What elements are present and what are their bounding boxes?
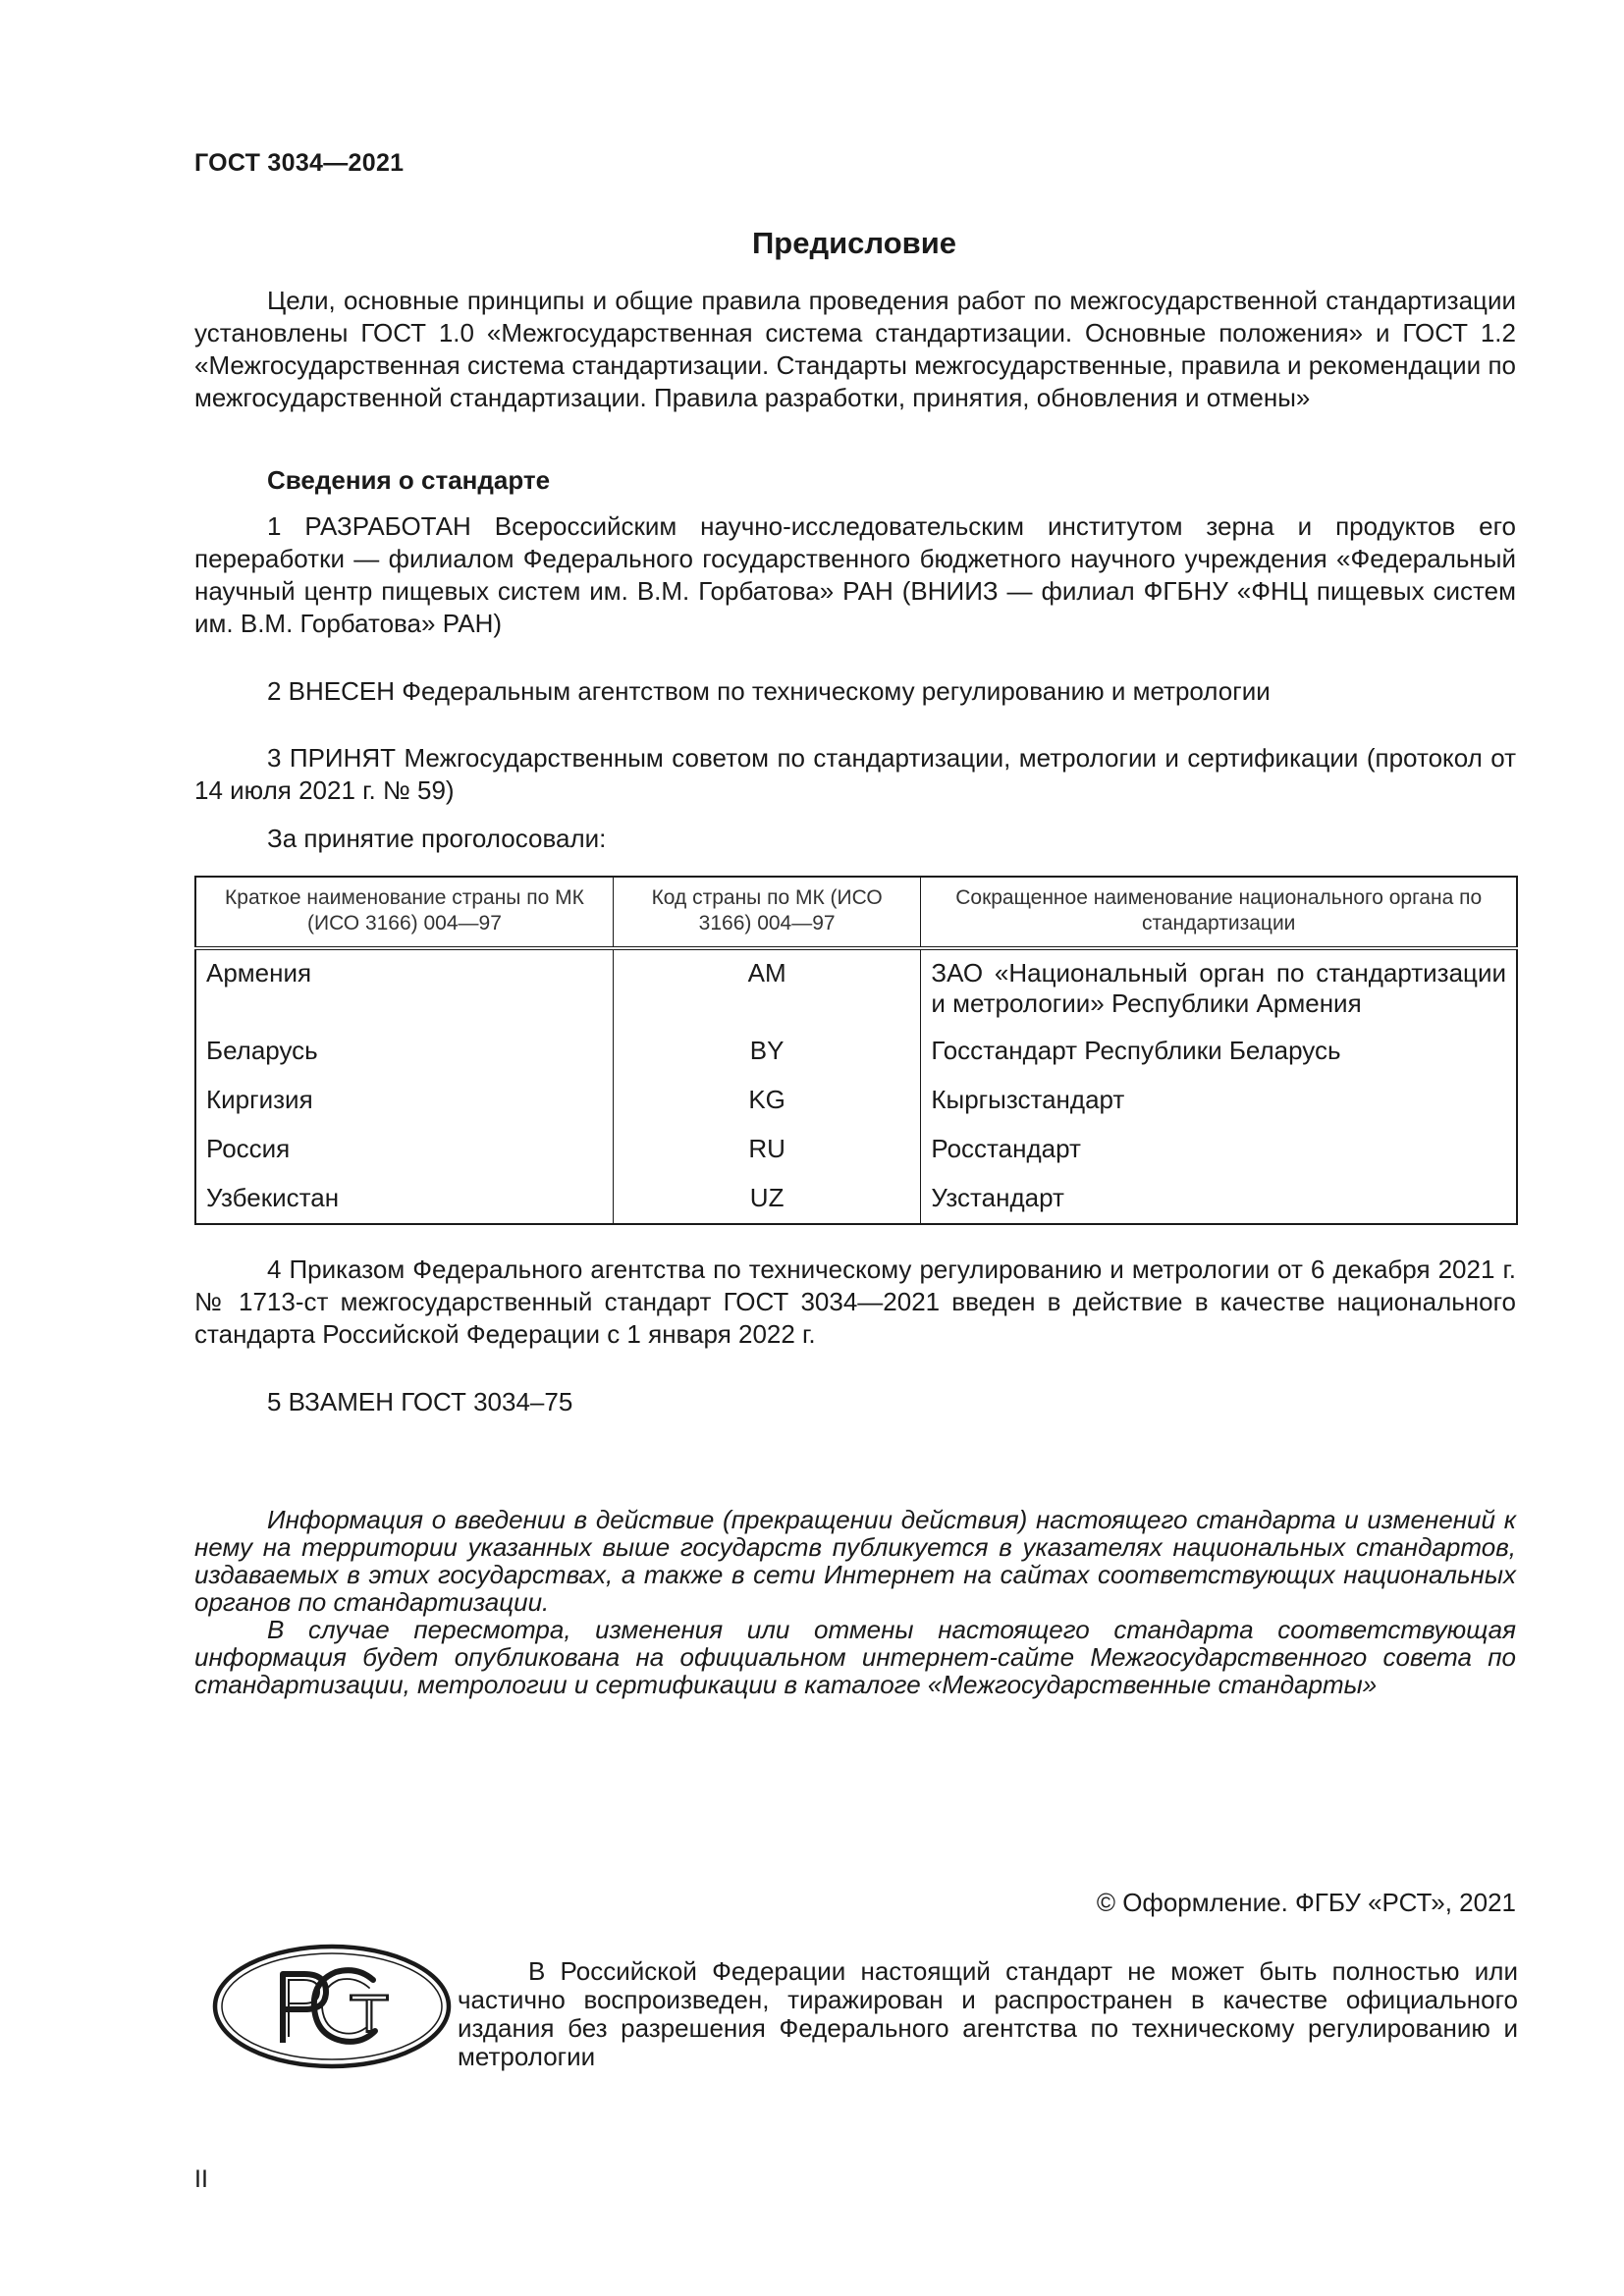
code-cell: KG (613, 1085, 920, 1134)
table-row (195, 1036, 1517, 1085)
table-header-row (195, 877, 1517, 948)
info-notice-block (194, 1506, 1516, 1698)
country-cell: Узбекистан (195, 1183, 613, 1224)
org-cell: Госстандарт Республики Беларусь (931, 1036, 1341, 1065)
code-cell: BY (613, 1036, 920, 1085)
header-national-body: Сокращенное наименование национального органа по стандартизации (921, 877, 1517, 948)
code-cell: RU (613, 1134, 920, 1183)
vote-intro: За принятие проголосовали: (267, 824, 607, 853)
info-paragraph-1: Информация о введении в действие (прекращении действия) настоящего стандарта и изменений к нему на территории указанных выше государств публикуется в указателях национальных стандартов, издаваемых в этих государствах, а также в сети Интернет на сайтах соответствующих национальных органов по стандартизации. (194, 1505, 1516, 1617)
org-cell: Росстандарт (931, 1134, 1081, 1163)
table-row (195, 1183, 1517, 1224)
code-cell: AM (613, 948, 920, 1036)
item-1-developed: 1 РАЗРАБОТАН Всероссийским научно-исследовательским институтом зерна и продуктов его переработки — филиалом Федерального государственного бюджетного научного учреждения «Федеральный научный центр пищевых систем им. В.М. Горбатова» РАН (ВНИИЗ — филиал ФГБНУ «ФНЦ пищевых систем им. В.М. Горбатова» РАН) (194, 511, 1516, 638)
org-cell: Узстандарт (931, 1183, 1064, 1212)
page-title: Предисловие (751, 226, 956, 260)
header-country-code: Код страны по МК (ИСО 3166) 004—97 (613, 877, 920, 948)
item-5-replaces: 5 ВЗАМЕН ГОСТ 3034–75 (267, 1387, 573, 1416)
country-cell: Армения (195, 948, 613, 1036)
table-row (195, 1134, 1517, 1183)
item-4-order: 4 Приказом Федерального агентства по техническому регулированию и метрологии от 6 декабря 2021 г. № 1713-ст межгосударственный стандарт ГОСТ 3034—2021 введен в действие в качестве национального стандарта Российской Федерации с 1 января 2022 г. (194, 1255, 1516, 1349)
page-number: II (194, 2165, 208, 2193)
standard-code-header: ГОСТ 3034—2021 (194, 149, 405, 177)
country-cell: Беларусь (195, 1036, 613, 1085)
header-country-name: Краткое наименование страны по МК (ИСО 3166) 004—97 (195, 877, 613, 948)
table-row (195, 1085, 1517, 1134)
org-cell: Кыргызстандарт (931, 1085, 1125, 1114)
copyright-line: © Оформление. ФГБУ «РСТ», 2021 (1096, 1888, 1516, 1917)
voting-countries-table (194, 876, 1518, 1225)
copyright-notice: В Российской Федерации настоящий стандарт не может быть полностью или частично воспроизведен, тиражирован и распространен в качестве официального издания без разрешения Федерального агентства по техническому регулированию и метрологии (458, 1956, 1518, 2071)
info-paragraph-2: В случае пересмотра, изменения или отмены настоящего стандарта соответствующая информация будет опубликована на официальном интернет-сайте Межгосударственного совета по стандартизации, метрологии и сертификации в каталоге «Межгосударственные стандарты» (194, 1615, 1516, 1699)
table-row (195, 948, 1517, 1036)
rst-logo-icon (210, 1941, 454, 2072)
org-cell: ЗАО «Национальный орган по стандартизации и метрологии» Республики Армения (931, 958, 1506, 1018)
intro-paragraph: Цели, основные принципы и общие правила проведения работ по межгосударственной стандартизации установлены ГОСТ 1.0 «Межгосударственная система стандартизации. Основные положения» и ГОСТ 1.2 «Межгосударственная система стандартизации. Стандарты межгосударственные, правила и рекомендации по межгосударственной стандартизации. Правила разработки, принятия, обновления и отмены» (194, 286, 1516, 412)
item-2-introduced: 2 ВНЕСЕН Федеральным агентством по техническому регулированию и метрологии (267, 676, 1271, 706)
country-cell: Россия (195, 1134, 613, 1183)
code-cell: UZ (613, 1183, 920, 1224)
country-cell: Киргизия (195, 1085, 613, 1134)
section-title: Сведения о стандарте (267, 465, 551, 495)
item-3-adopted: 3 ПРИНЯТ Межгосударственным советом по стандартизации, метрологии и сертификации (протокол от 14 июля 2021 г. № 59) (194, 743, 1516, 805)
